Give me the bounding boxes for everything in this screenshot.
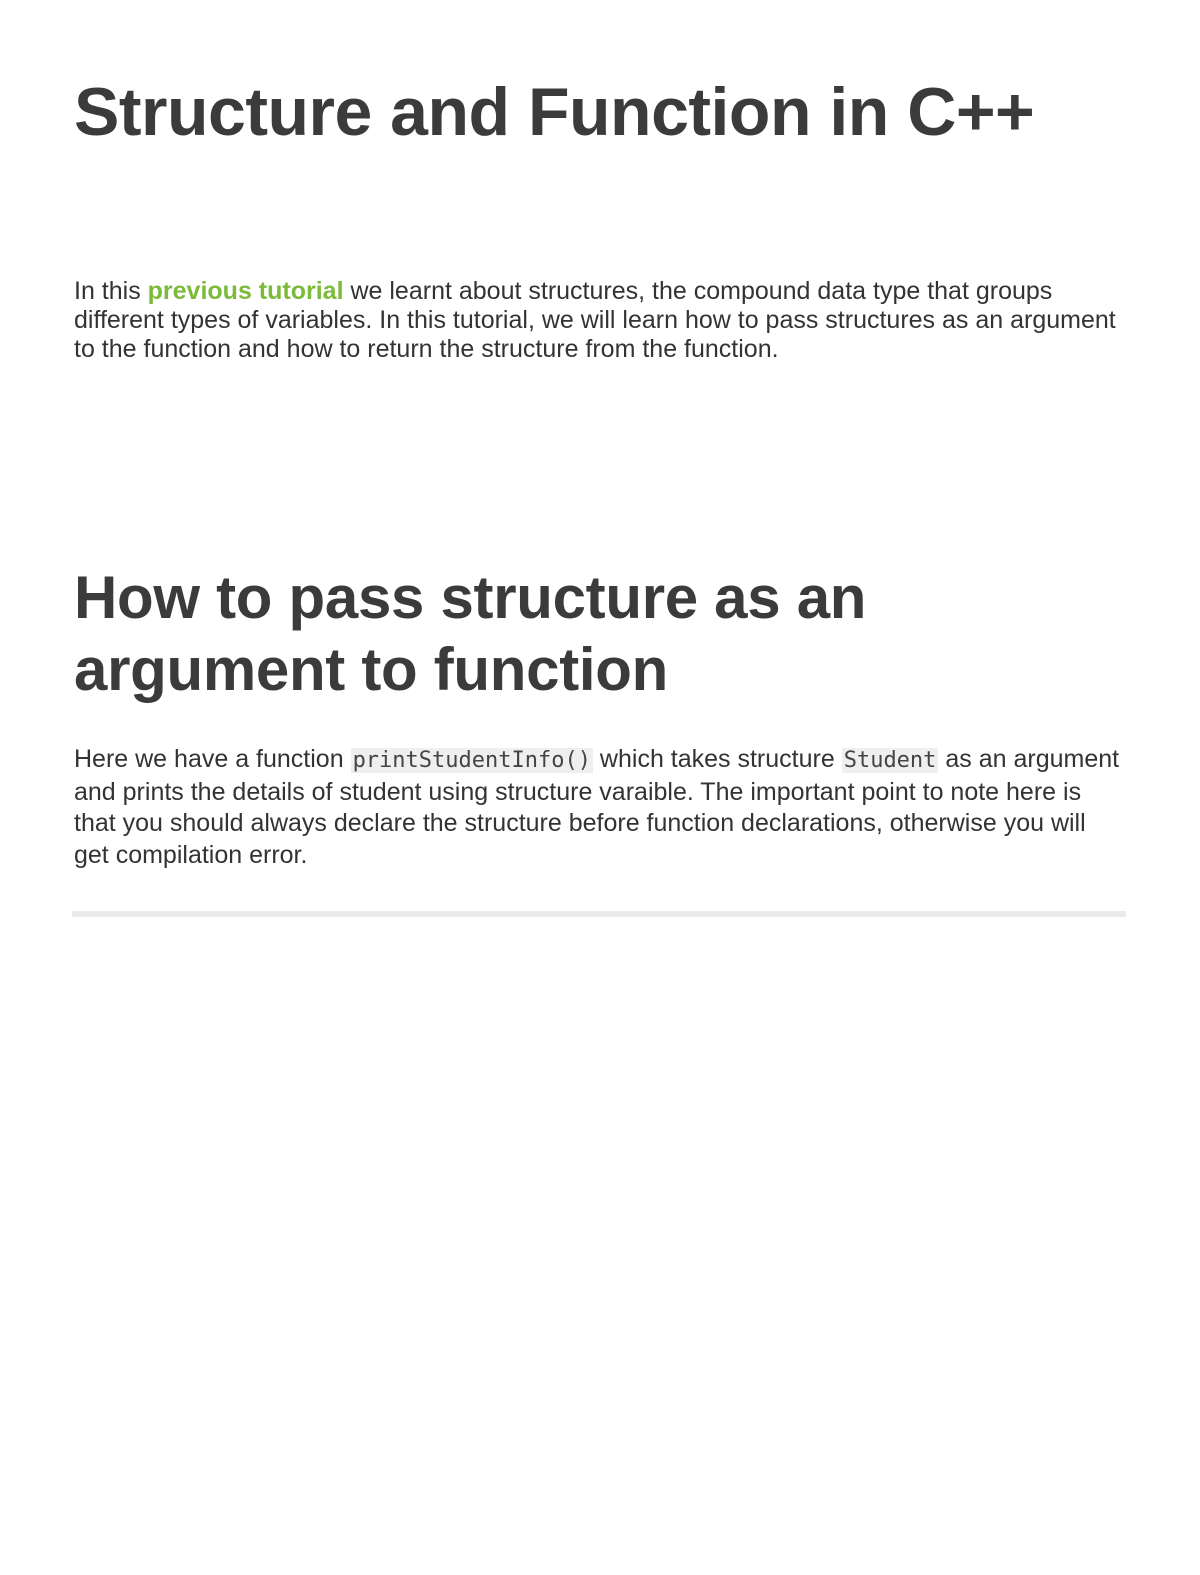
intro-paragraph [74,277,1126,364]
previous-tutorial-link[interactable]: previous tutorial [147,277,344,305]
section-text-part-3: as an argument and prints the details of student using structure varaible. The important point to note here is that you should always declare the structure before function declarations, otherwise you will get compilation error. [74,745,1120,869]
section-text-part-1: Here we have a function [74,745,351,773]
intro-text-rest: we learnt about structures, the compound data type that groups different types of variables. In this tutorial, we will learn how to pass structures as an argument to the function and how to return the structure from the function. [74,277,1116,363]
section-text-part-2: which takes structure [592,745,842,773]
section-heading: How to pass structure as an argument to function [74,564,867,703]
page-title: Structure and Function in C++ [74,74,1035,150]
inline-code-struct: Student [843,748,937,773]
section-paragraph [74,744,1126,871]
inline-code-function: printStudentInfo() [352,748,591,773]
intro-text-start: In this [74,277,148,305]
horizontal-divider [72,911,1126,917]
